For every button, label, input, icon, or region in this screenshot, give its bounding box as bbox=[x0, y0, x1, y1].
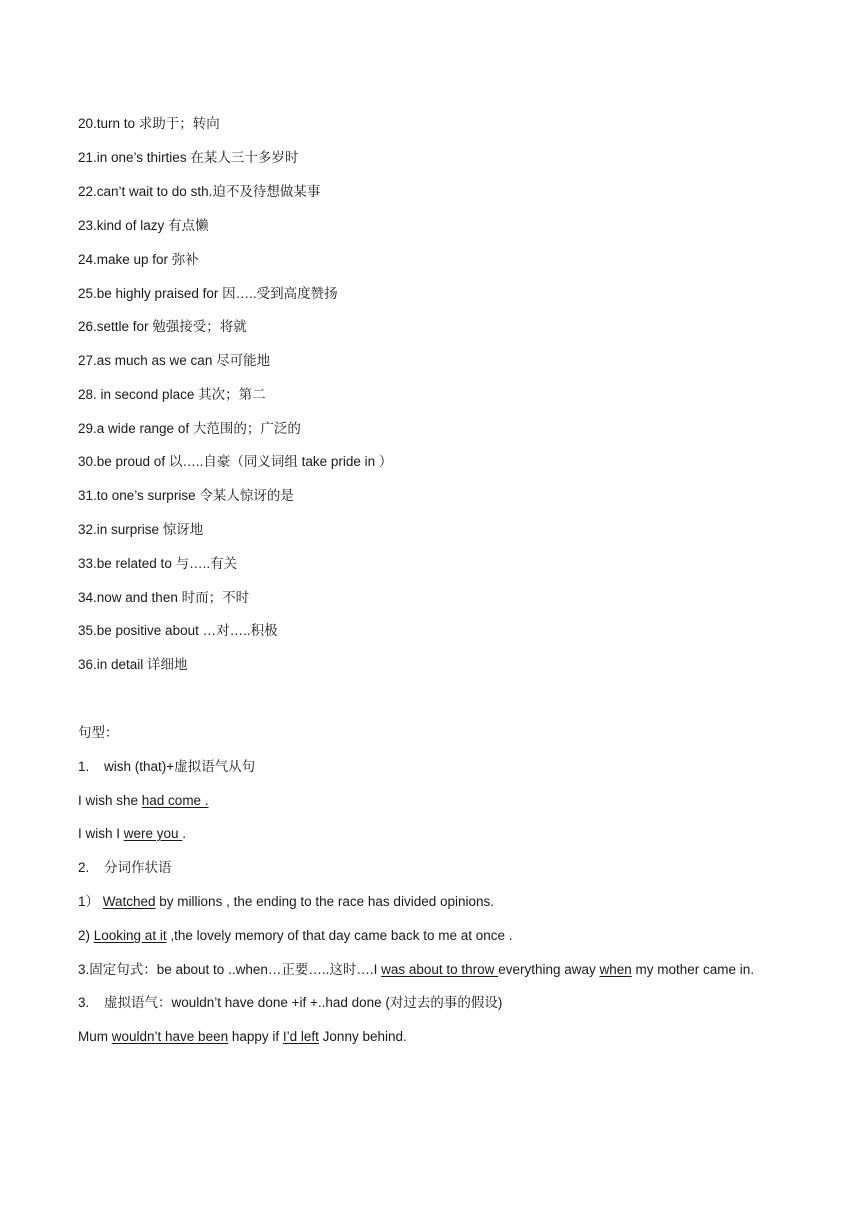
sentence-part: 2) bbox=[78, 928, 94, 943]
example-sentence bbox=[78, 927, 513, 945]
phrase-item: 33.be related to 与…..有关 bbox=[78, 556, 238, 571]
phrase-item: 23.kind of lazy 有点懒 bbox=[78, 218, 209, 233]
underlined-part: Looking at it bbox=[93, 928, 167, 943]
phrase-item: 29.a wide range of 大范围的；广泛的 bbox=[78, 421, 301, 436]
sentence-part: my mother came in. bbox=[631, 962, 755, 977]
phrase-item: 25.be highly praised for 因…..受到高度赞扬 bbox=[78, 286, 338, 301]
sentence-part: 3.固定句式：be about to ..when…正要…..这时….I bbox=[78, 962, 382, 977]
underlined-part: was about to throw bbox=[381, 962, 499, 977]
phrase-item: 32.in surprise 惊讶地 bbox=[78, 522, 204, 537]
sentence-part: happy if bbox=[228, 1029, 283, 1044]
phrase-item: 26.settle for 勉强接受；将就 bbox=[78, 319, 247, 334]
pattern-title: 分词作状语 bbox=[104, 860, 172, 875]
phrase-item: 31.to one’s surprise 令某人惊讶的是 bbox=[78, 488, 294, 503]
sentence-part: I wish she bbox=[78, 793, 142, 808]
phrase-item: 20.turn to 求助于；转向 bbox=[78, 116, 220, 131]
example-sentence bbox=[78, 792, 209, 810]
example-sentence bbox=[78, 893, 494, 911]
pattern-title: wish (that)+虚拟语气从句 bbox=[104, 759, 256, 774]
pattern-number: 1. bbox=[78, 759, 90, 774]
underlined-part: wouldn’t have been bbox=[111, 1029, 229, 1044]
sentence-part: ,the lovely memory of that day came back to me at once . bbox=[166, 928, 513, 943]
underlined-part: Watched bbox=[102, 894, 156, 909]
phrase-item: 27.as much as we can 尽可能地 bbox=[78, 353, 271, 368]
sentence-part: Jonny behind. bbox=[318, 1029, 407, 1044]
example-sentence bbox=[78, 825, 186, 843]
pattern-title: 虚拟语气：wouldn’t have done +if +..had done (对过去的事的假设) bbox=[104, 995, 503, 1010]
sentence-part: . bbox=[182, 826, 187, 841]
phrase-item: 24.make up for 弥补 bbox=[78, 252, 199, 267]
phrase-item: 22.can’t wait to do sth.迫不及待想做某事 bbox=[78, 184, 321, 199]
sentence-part: I wish I bbox=[78, 826, 124, 841]
sentence-part: everything away bbox=[498, 962, 600, 977]
phrase-item: 36.in detail 详细地 bbox=[78, 657, 188, 672]
underlined-part: had come . bbox=[141, 793, 209, 808]
phrase-item: 21.in one’s thirties 在某人三十多岁时 bbox=[78, 150, 299, 165]
underlined-part: when bbox=[599, 962, 632, 977]
phrase-item: 35.be positive about …对…..积极 bbox=[78, 623, 278, 638]
patterns-heading: 句型： bbox=[78, 725, 119, 740]
phrase-item: 34.now and then 时而；不时 bbox=[78, 590, 250, 605]
sentence-part: by millions , the ending to the race has divided opinions. bbox=[155, 894, 495, 909]
pattern-number: 2. bbox=[78, 860, 90, 875]
pattern-heading bbox=[78, 994, 502, 1012]
pattern-number: 3. bbox=[78, 995, 90, 1010]
sentence-part: 1） bbox=[78, 894, 103, 909]
example-sentence bbox=[78, 1028, 407, 1046]
phrase-item: 30.be proud of 以…..自豪（同义词组 take pride in ） bbox=[78, 454, 393, 469]
phrase-item: 28. in second place 其次；第二 bbox=[78, 387, 266, 402]
underlined-part: I’d left bbox=[282, 1029, 319, 1044]
pattern-heading bbox=[78, 859, 172, 877]
underlined-part: were you bbox=[123, 826, 183, 841]
sentence-part: Mum bbox=[78, 1029, 112, 1044]
example-sentence bbox=[78, 961, 754, 979]
pattern-heading bbox=[78, 758, 255, 776]
